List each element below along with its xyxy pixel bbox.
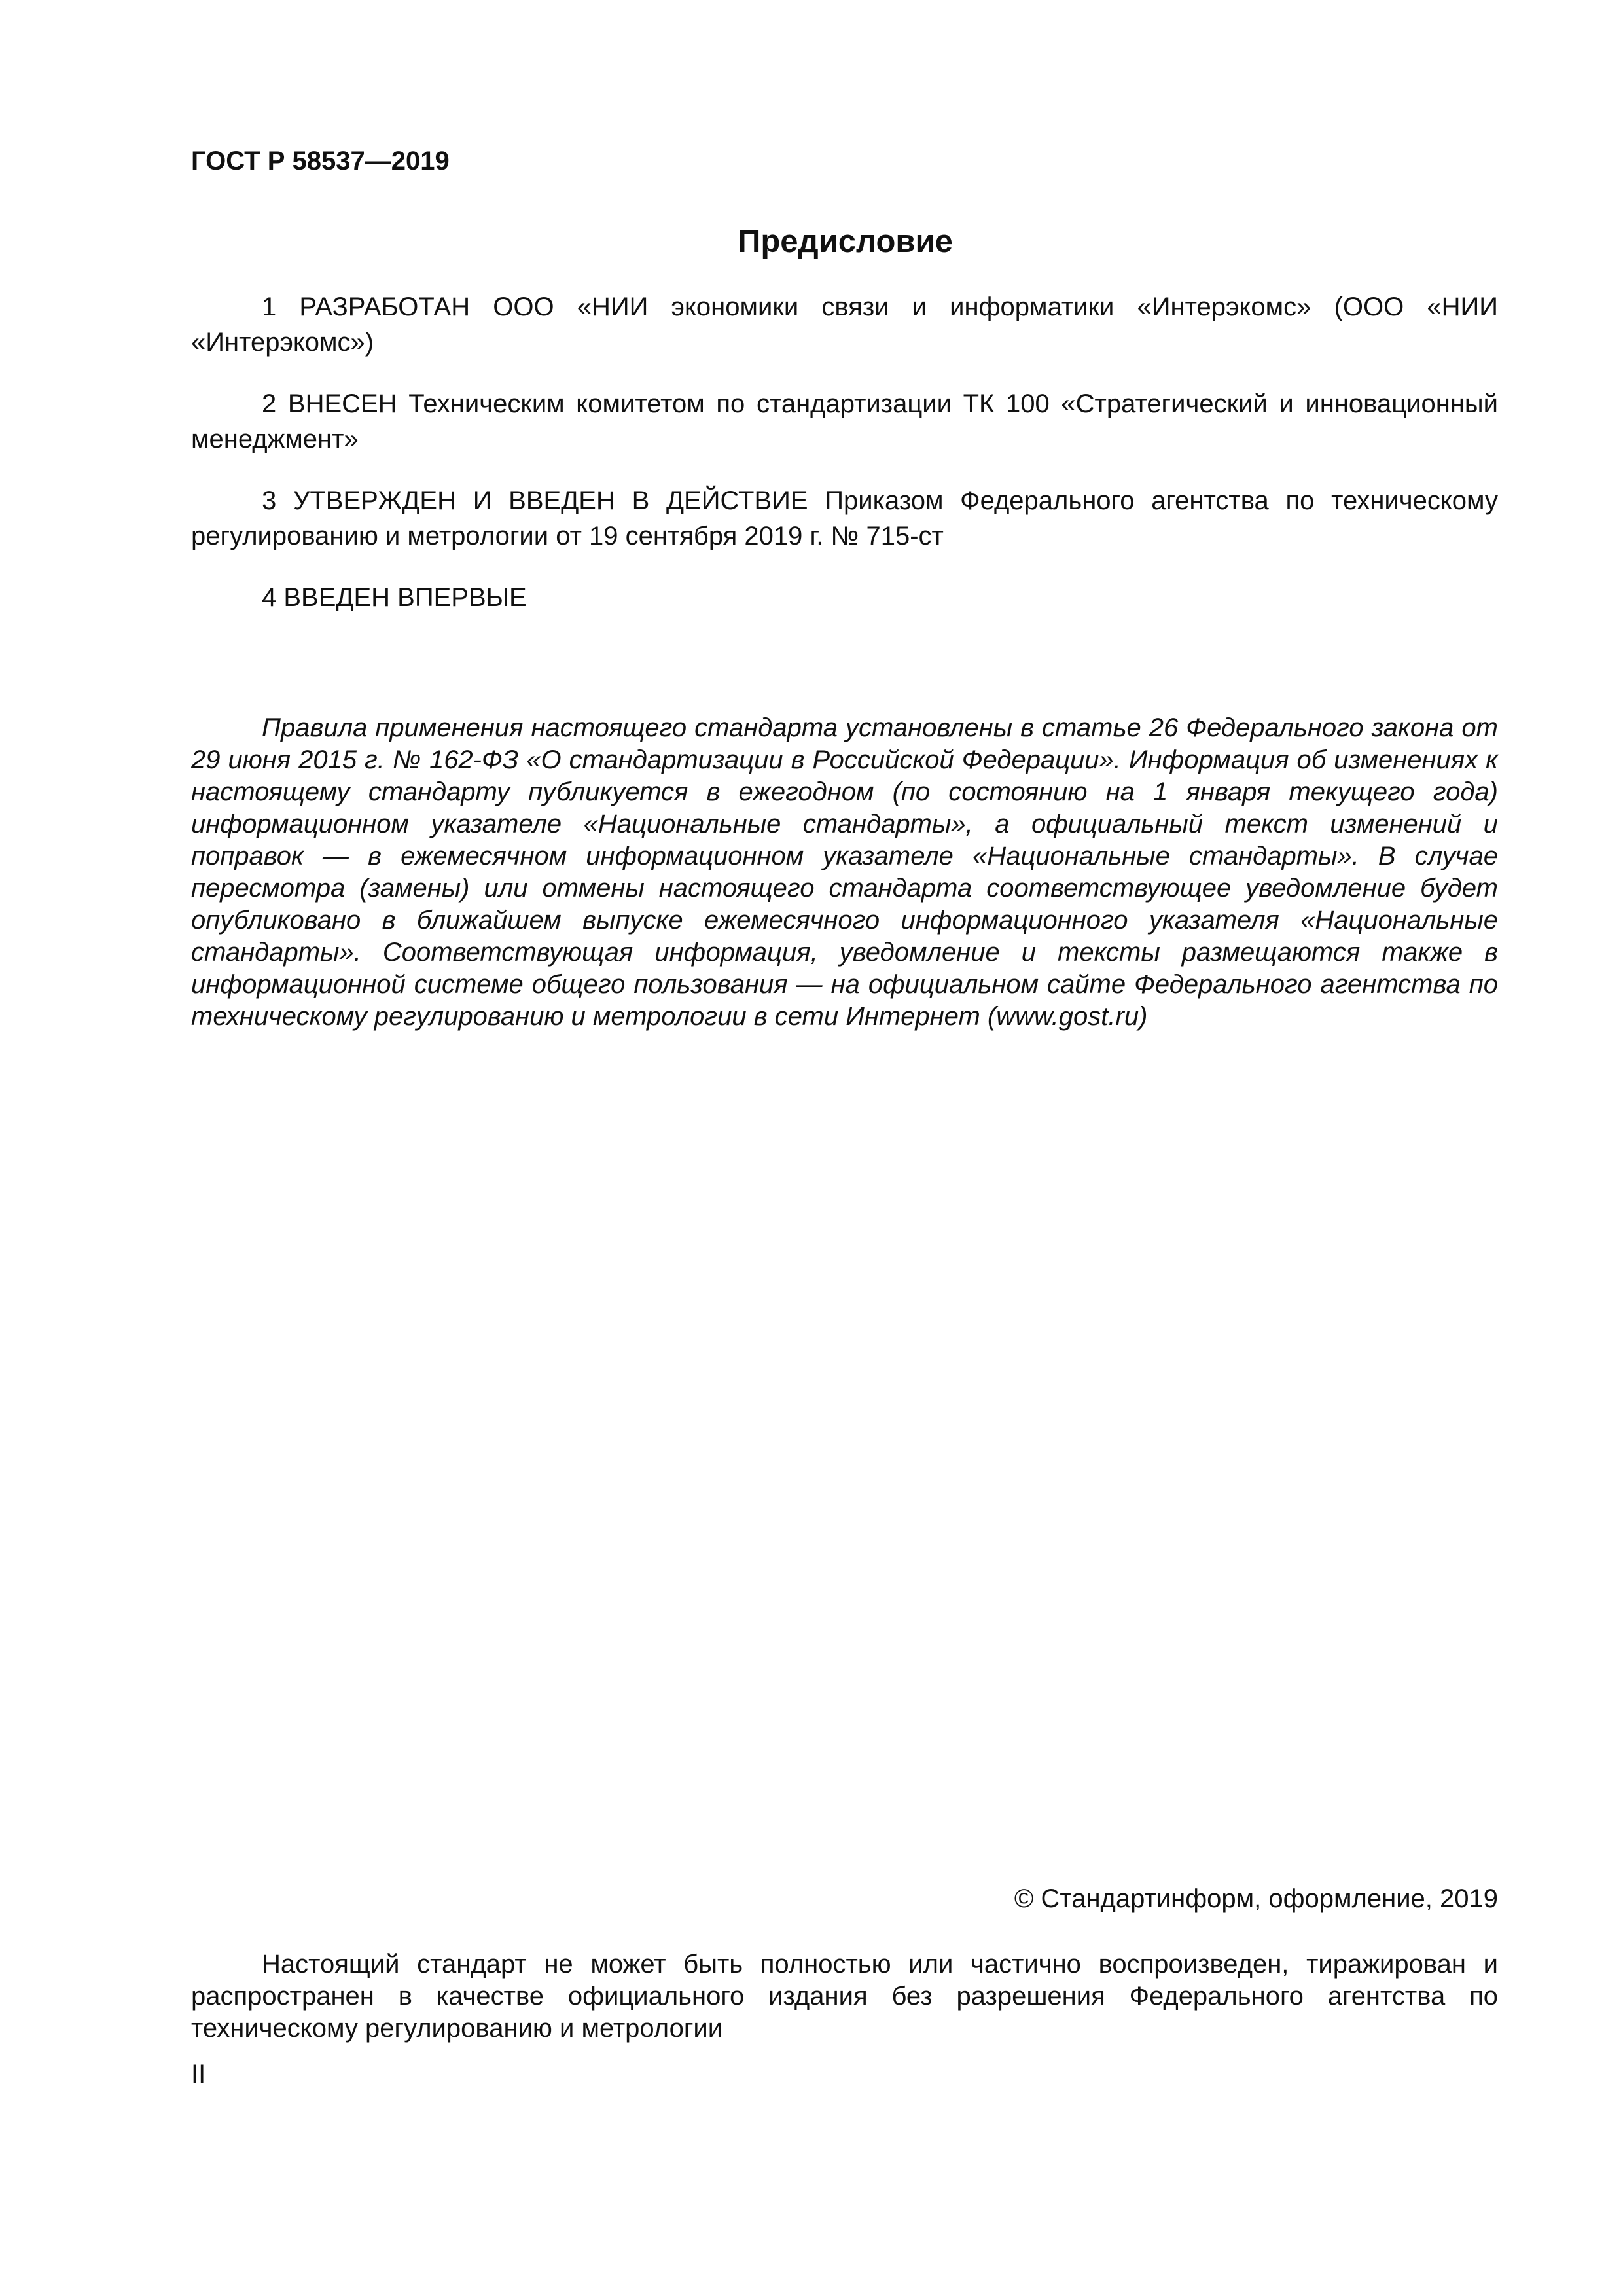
foreword-item-3-lead: 3 УТВЕРЖДЕН И ВВЕДЕН В ДЕЙСТВИЕ	[262, 486, 808, 515]
foreword-item-1-lead: 1 РАЗРАБОТАН	[262, 293, 471, 321]
foreword-item-1	[191, 289, 1498, 360]
foreword-item-4	[191, 580, 1498, 615]
reproduction-notice: Настоящий стандарт не может быть полностью или частично воспроизведен, тиражирован и распространен в качестве официального издания без разрешения Федерального агентства по техническому регулированию и метрологии	[191, 1950, 1498, 2043]
standard-id-header: ГОСТ Р 58537—2019	[191, 147, 450, 175]
foreword-item-3-text: Приказом Федерального агентства по техническому регулированию и метрологии от 19 сентября 2019 г. № 715-ст	[191, 486, 1498, 550]
rules-paragraph: Правила применения настоящего стандарта установлены в статье 26 Федерального закона от 29 июня 2015 г. № 162-ФЗ «О стандартизации в Российской Федерации». Информация об изменениях к настоящему стандарту публикуется в ежегодном (по состоянию на 1 января текущего года) информационном указателе «Национальные стандарты», а официальный текст изменений и поправок — в ежемесячном информационном указателе «Национальные стандарты». В случае пересмотра (замены) или отмены настоящего стандарта соответствующее уведомление будет опубликовано в ближайшем выпуске ежемесячного информационного указателя «Национальные стандарты». Соответствующая информация, уведомление и тексты размещаются также в информационной системе общего пользования — на официальном сайте Федерального агентства по техническому регулированию и метрологии в сети Интернет (www.gost.ru)	[191, 713, 1498, 1031]
foreword-items	[191, 289, 1498, 615]
copyright-line: © Стандартинформ, оформление, 2019	[1014, 1884, 1498, 1913]
foreword-item-2-lead: 2 ВНЕСЕН	[262, 389, 397, 418]
page-title: Предисловие	[738, 224, 953, 259]
foreword-item-4-lead: 4 ВВЕДЕН ВПЕРВЫЕ	[262, 583, 527, 612]
page-number: II	[191, 2060, 206, 2089]
foreword-item-2	[191, 386, 1498, 457]
foreword-item-3	[191, 483, 1498, 554]
foreword-item-1-text: ООО «НИИ экономики связи и информатики «Интерэкомс» (ООО «НИИ «Интерэкомс»)	[191, 293, 1498, 357]
foreword-item-2-text: Техническим комитетом по стандартизации ТК 100 «Стратегический и инновационный менеджмент»	[191, 389, 1498, 454]
